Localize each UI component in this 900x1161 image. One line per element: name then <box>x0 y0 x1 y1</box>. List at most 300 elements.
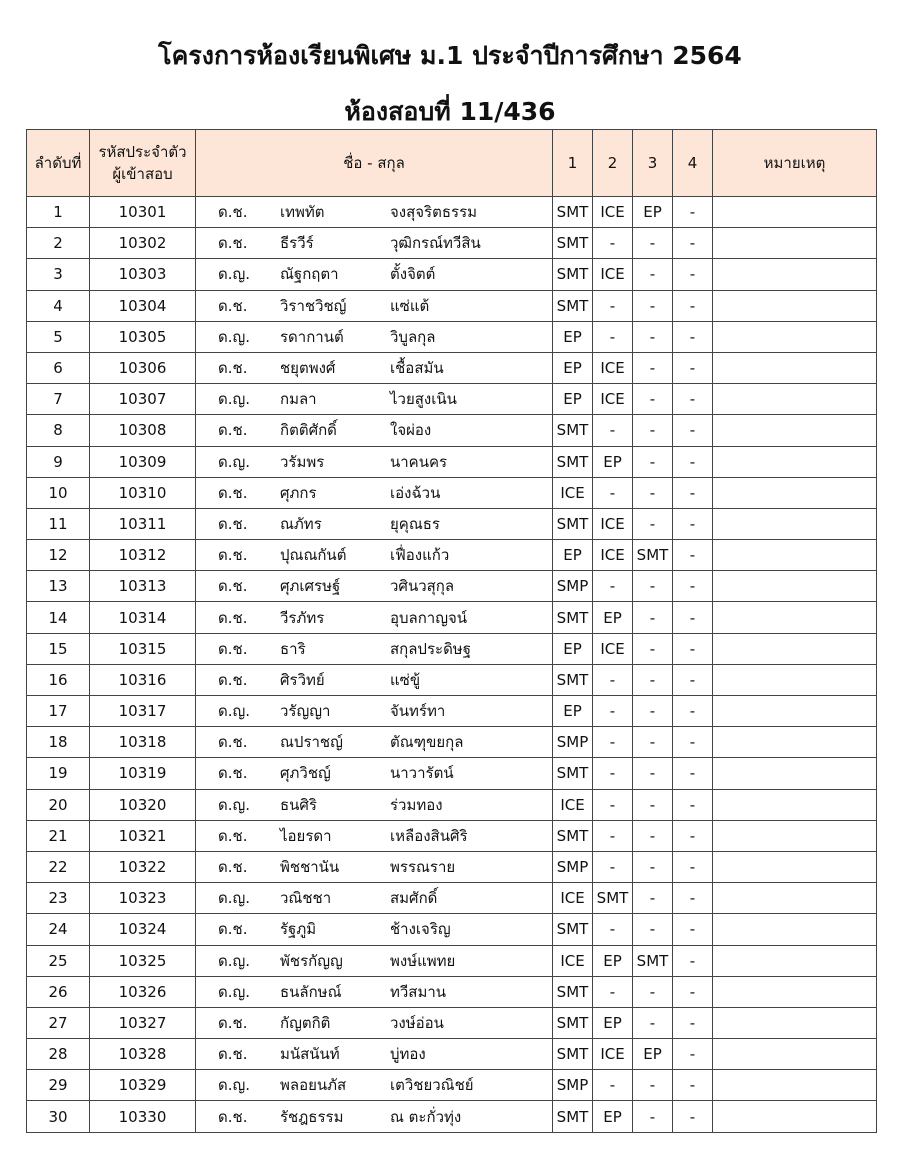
row-choice-4: - <box>673 727 713 758</box>
row-prefix: ด.ช. <box>218 577 248 596</box>
row-choice-3: - <box>633 789 673 820</box>
row-last-name: ไวยสูงเนิน <box>390 390 457 409</box>
row-last-name: วงษ์อ่อน <box>390 1013 444 1032</box>
row-no: 17 <box>27 696 90 727</box>
row-prefix: ด.ช. <box>218 483 248 502</box>
row-code: 10316 <box>90 664 196 695</box>
table-row <box>27 415 877 446</box>
row-note <box>713 758 877 789</box>
row-note <box>713 602 877 633</box>
row-choice-2: ICE <box>593 259 633 290</box>
row-choice-1: EP <box>553 384 593 415</box>
row-note <box>713 446 877 477</box>
row-choice-3: - <box>633 883 673 914</box>
table-row <box>27 820 877 851</box>
row-name <box>196 321 553 352</box>
row-last-name: พงษ์แพทย <box>390 951 456 970</box>
row-first-name: ธนศิริ <box>280 795 317 814</box>
row-name <box>196 914 553 945</box>
row-first-name: ณปราชญ์ <box>280 733 343 752</box>
row-choice-1: SMT <box>553 758 593 789</box>
row-choice-1: SMT <box>553 976 593 1007</box>
row-choice-2: - <box>593 664 633 695</box>
table-row <box>27 727 877 758</box>
row-name <box>196 477 553 508</box>
row-last-name: แซ่ขู้ <box>390 670 421 689</box>
row-last-name: แซ่แต้ <box>390 296 430 315</box>
row-choice-2: ICE <box>593 384 633 415</box>
row-note <box>713 540 877 571</box>
row-note <box>713 851 877 882</box>
row-prefix: ด.ช. <box>218 296 248 315</box>
row-no: 12 <box>27 540 90 571</box>
row-no: 6 <box>27 352 90 383</box>
row-note <box>713 1039 877 1070</box>
row-choice-3: - <box>633 228 673 259</box>
row-first-name: รัชฎธรรม <box>280 1107 344 1126</box>
row-no: 22 <box>27 851 90 882</box>
row-choice-4: - <box>673 290 713 321</box>
row-choice-1: SMT <box>553 1039 593 1070</box>
row-name <box>196 883 553 914</box>
row-choice-3: - <box>633 976 673 1007</box>
row-prefix: ด.ญ. <box>218 265 251 284</box>
row-name <box>196 1039 553 1070</box>
row-last-name: เฟื่องแก้ว <box>390 546 450 565</box>
row-name <box>196 1007 553 1038</box>
row-choice-1: EP <box>553 352 593 383</box>
row-choice-1: SMT <box>553 820 593 851</box>
row-prefix: ด.ช. <box>218 608 248 627</box>
row-choice-1: SMT <box>553 914 593 945</box>
row-no: 15 <box>27 633 90 664</box>
row-name <box>196 851 553 882</box>
row-choice-4: - <box>673 976 713 1007</box>
row-last-name: นาวารัตน์ <box>390 764 454 783</box>
row-code: 10314 <box>90 602 196 633</box>
row-note <box>713 696 877 727</box>
row-prefix: ด.ญ. <box>218 327 251 346</box>
row-choice-1: SMP <box>553 571 593 602</box>
table-row <box>27 321 877 352</box>
row-choice-4: - <box>673 259 713 290</box>
row-no: 28 <box>27 1039 90 1070</box>
table-header-row <box>27 130 877 197</box>
table-row <box>27 197 877 228</box>
row-code: 10330 <box>90 1101 196 1132</box>
row-first-name: ศุภกร <box>280 483 317 502</box>
row-prefix: ด.ญ. <box>218 982 251 1001</box>
row-last-name: ใจผ่อง <box>390 421 432 440</box>
table-row <box>27 228 877 259</box>
row-choice-4: - <box>673 789 713 820</box>
row-first-name: วีรภัทร <box>280 608 325 627</box>
row-choice-2: SMT <box>593 883 633 914</box>
row-prefix: ด.ญ. <box>218 390 251 409</box>
header-name: ชื่อ - สกุล <box>196 130 553 197</box>
row-code: 10319 <box>90 758 196 789</box>
page-subtitle: ห้องสอบที่ 11/436 <box>344 97 556 126</box>
row-first-name: วรัมพร <box>280 452 325 471</box>
row-code: 10317 <box>90 696 196 727</box>
row-name <box>196 789 553 820</box>
row-name <box>196 664 553 695</box>
row-code: 10312 <box>90 540 196 571</box>
row-note <box>713 633 877 664</box>
table-row <box>27 259 877 290</box>
row-choice-3: EP <box>633 1039 673 1070</box>
row-code: 10308 <box>90 415 196 446</box>
row-last-name: สกุลประดิษฐ <box>390 639 471 658</box>
row-prefix: ด.ช. <box>218 639 248 658</box>
row-choice-2: - <box>593 477 633 508</box>
row-note <box>713 228 877 259</box>
row-code: 10301 <box>90 197 196 228</box>
row-code: 10305 <box>90 321 196 352</box>
row-choice-4: - <box>673 228 713 259</box>
row-code: 10306 <box>90 352 196 383</box>
row-last-name: เตวิชยวณิชย์ <box>390 1076 474 1095</box>
exam-room-table <box>26 129 877 1133</box>
row-prefix: ด.ช. <box>218 234 248 253</box>
row-choice-2: ICE <box>593 197 633 228</box>
row-note <box>713 321 877 352</box>
row-last-name: ณ ตะกั่วทุ่ง <box>390 1107 462 1126</box>
row-code: 10325 <box>90 945 196 976</box>
row-first-name: ศุภวิชญ์ <box>280 764 331 783</box>
row-note <box>713 789 877 820</box>
row-note <box>713 727 877 758</box>
row-no: 30 <box>27 1101 90 1132</box>
row-choice-3: - <box>633 446 673 477</box>
header-choice-1: 1 <box>553 130 593 197</box>
row-choice-4: - <box>673 446 713 477</box>
row-last-name: จงสุจริตธรรม <box>390 203 478 222</box>
row-no: 25 <box>27 945 90 976</box>
table-row <box>27 446 877 477</box>
row-choice-1: EP <box>553 321 593 352</box>
row-first-name: วรัญญา <box>280 702 331 721</box>
row-first-name: กิตติศักดิ์ <box>280 421 337 440</box>
table-row <box>27 477 877 508</box>
row-choice-2: - <box>593 696 633 727</box>
row-no: 20 <box>27 789 90 820</box>
row-last-name: เชื้อสมัน <box>390 359 444 378</box>
row-choice-4: - <box>673 664 713 695</box>
row-first-name: ธนลักษณ์ <box>280 982 342 1001</box>
row-name <box>196 290 553 321</box>
row-no: 5 <box>27 321 90 352</box>
row-note <box>713 1007 877 1038</box>
row-code: 10323 <box>90 883 196 914</box>
row-last-name: ตัณฑุขยกุล <box>390 733 464 752</box>
row-no: 26 <box>27 976 90 1007</box>
row-no: 2 <box>27 228 90 259</box>
row-choice-3: - <box>633 758 673 789</box>
row-last-name: ร่วมทอง <box>390 795 443 814</box>
row-choice-4: - <box>673 883 713 914</box>
table-row <box>27 758 877 789</box>
row-no: 19 <box>27 758 90 789</box>
row-choice-2: ICE <box>593 540 633 571</box>
row-no: 29 <box>27 1070 90 1101</box>
row-last-name: บู่ทอง <box>390 1045 426 1064</box>
row-choice-4: - <box>673 384 713 415</box>
table-row <box>27 1070 877 1101</box>
row-code: 10327 <box>90 1007 196 1038</box>
row-choice-3: - <box>633 384 673 415</box>
row-choice-2: EP <box>593 446 633 477</box>
row-choice-1: SMT <box>553 259 593 290</box>
row-first-name: รดากานต์ <box>280 327 344 346</box>
row-choice-2: - <box>593 727 633 758</box>
row-choice-3: - <box>633 633 673 664</box>
row-prefix: ด.ช. <box>218 1045 248 1064</box>
row-no: 3 <box>27 259 90 290</box>
row-choice-3: - <box>633 727 673 758</box>
row-note <box>713 883 877 914</box>
row-name <box>196 945 553 976</box>
page-title: โครงการห้องเรียนพิเศษ ม.1 ประจำปีการศึกษา 2564 <box>158 41 742 70</box>
row-code: 10326 <box>90 976 196 1007</box>
row-note <box>713 197 877 228</box>
row-first-name: ธีรวีร์ <box>280 234 314 253</box>
row-name <box>196 415 553 446</box>
row-choice-3: - <box>633 321 673 352</box>
row-code: 10328 <box>90 1039 196 1070</box>
row-code: 10329 <box>90 1070 196 1101</box>
row-note <box>713 1101 877 1132</box>
row-choice-1: EP <box>553 696 593 727</box>
row-no: 9 <box>27 446 90 477</box>
table-row <box>27 290 877 321</box>
row-choice-4: - <box>673 851 713 882</box>
row-choice-4: - <box>673 602 713 633</box>
row-choice-1: ICE <box>553 945 593 976</box>
row-choice-4: - <box>673 696 713 727</box>
row-no: 11 <box>27 508 90 539</box>
row-name <box>196 1101 553 1132</box>
row-code: 10311 <box>90 508 196 539</box>
row-no: 7 <box>27 384 90 415</box>
row-choice-2: EP <box>593 602 633 633</box>
row-choice-1: SMP <box>553 1070 593 1101</box>
row-choice-1: ICE <box>553 789 593 820</box>
row-choice-2: - <box>593 851 633 882</box>
row-choice-4: - <box>673 508 713 539</box>
row-code: 10315 <box>90 633 196 664</box>
table-row <box>27 540 877 571</box>
row-choice-2: EP <box>593 1101 633 1132</box>
row-choice-3: - <box>633 820 673 851</box>
row-code: 10324 <box>90 914 196 945</box>
row-first-name: ไอยรดา <box>280 826 332 845</box>
row-no: 23 <box>27 883 90 914</box>
row-choice-2: - <box>593 789 633 820</box>
row-choice-4: - <box>673 477 713 508</box>
table-row <box>27 883 877 914</box>
header-code-line1: รหัสประจำตัว <box>98 143 187 161</box>
row-name <box>196 384 553 415</box>
row-prefix: ด.ช. <box>218 920 248 939</box>
row-choice-3: - <box>633 664 673 695</box>
row-first-name: เทพทัต <box>280 203 325 222</box>
row-choice-3: - <box>633 477 673 508</box>
row-first-name: รัฐภูมิ <box>280 920 317 939</box>
row-no: 24 <box>27 914 90 945</box>
row-prefix: ด.ช. <box>218 1013 248 1032</box>
row-last-name: พรรณราย <box>390 858 456 877</box>
table-row <box>27 851 877 882</box>
row-choice-3: - <box>633 851 673 882</box>
row-choice-2: - <box>593 290 633 321</box>
row-first-name: พลอยนภัส <box>280 1076 347 1095</box>
row-choice-3: - <box>633 571 673 602</box>
row-first-name: มนัสนันท์ <box>280 1045 340 1064</box>
row-choice-2: ICE <box>593 1039 633 1070</box>
row-last-name: วุฒิกรณ์ทวีสิน <box>390 234 481 253</box>
row-last-name: จันทร์ทา <box>390 702 446 721</box>
row-note <box>713 820 877 851</box>
row-choice-4: - <box>673 1039 713 1070</box>
row-name <box>196 1070 553 1101</box>
row-choice-1: EP <box>553 540 593 571</box>
row-code: 10321 <box>90 820 196 851</box>
row-choice-1: SMT <box>553 602 593 633</box>
row-name <box>196 758 553 789</box>
row-first-name: พิชชานัน <box>280 858 340 877</box>
row-name <box>196 696 553 727</box>
row-name <box>196 820 553 851</box>
table-row <box>27 914 877 945</box>
row-prefix: ด.ญ. <box>218 889 251 908</box>
row-choice-1: SMT <box>553 290 593 321</box>
row-first-name: วณิชชา <box>280 889 332 908</box>
row-choice-1: SMT <box>553 664 593 695</box>
row-choice-3: - <box>633 1070 673 1101</box>
table-row <box>27 508 877 539</box>
table-row <box>27 945 877 976</box>
row-choice-3: - <box>633 508 673 539</box>
row-first-name: กมลา <box>280 390 317 409</box>
table-row <box>27 789 877 820</box>
row-first-name: ปุณณกันต์ <box>280 546 347 565</box>
row-code: 10318 <box>90 727 196 758</box>
row-last-name: ยุคุณธร <box>390 514 440 533</box>
row-no: 27 <box>27 1007 90 1038</box>
row-note <box>713 259 877 290</box>
row-name <box>196 446 553 477</box>
row-choice-4: - <box>673 758 713 789</box>
row-prefix: ด.ช. <box>218 514 248 533</box>
row-choice-2: - <box>593 321 633 352</box>
row-choice-2: ICE <box>593 352 633 383</box>
row-choice-4: - <box>673 197 713 228</box>
row-last-name: วิบูลกุล <box>390 327 436 346</box>
row-choice-2: ICE <box>593 633 633 664</box>
table-row <box>27 384 877 415</box>
row-last-name: ตั้งจิตต์ <box>390 265 436 284</box>
row-last-name: ช้างเจริญ <box>390 920 451 939</box>
row-choice-2: - <box>593 571 633 602</box>
row-note <box>713 976 877 1007</box>
row-name <box>196 633 553 664</box>
table-row <box>27 1039 877 1070</box>
row-prefix: ด.ช. <box>218 764 248 783</box>
row-choice-1: SMP <box>553 727 593 758</box>
header-code-line2: ผู้เข้าสอบ <box>112 165 173 183</box>
row-code: 10302 <box>90 228 196 259</box>
row-choice-1: SMP <box>553 851 593 882</box>
table-row <box>27 696 877 727</box>
row-last-name: อุบลกาญจน์ <box>390 608 468 627</box>
table-row <box>27 571 877 602</box>
row-choice-4: - <box>673 1101 713 1132</box>
row-choice-1: SMT <box>553 1007 593 1038</box>
row-choice-2: EP <box>593 1007 633 1038</box>
row-choice-2: - <box>593 914 633 945</box>
row-no: 4 <box>27 290 90 321</box>
row-no: 13 <box>27 571 90 602</box>
row-note <box>713 914 877 945</box>
row-choice-3: - <box>633 415 673 446</box>
header-choice-2: 2 <box>593 130 633 197</box>
header-choice-3: 3 <box>633 130 673 197</box>
row-note <box>713 477 877 508</box>
row-choice-2: - <box>593 976 633 1007</box>
row-no: 1 <box>27 197 90 228</box>
row-name <box>196 228 553 259</box>
header-note: หมายเหตุ <box>713 130 877 197</box>
row-prefix: ด.ญ. <box>218 1076 251 1095</box>
row-choice-4: - <box>673 540 713 571</box>
row-first-name: ณภัทร <box>280 514 322 533</box>
row-choice-3: SMT <box>633 540 673 571</box>
table-row <box>27 633 877 664</box>
row-prefix: ด.ช. <box>218 421 248 440</box>
row-choice-2: ICE <box>593 508 633 539</box>
row-choice-2: - <box>593 1070 633 1101</box>
row-name <box>196 352 553 383</box>
table-row <box>27 1007 877 1038</box>
header-choice-4: 4 <box>673 130 713 197</box>
table-row <box>27 976 877 1007</box>
row-choice-4: - <box>673 571 713 602</box>
row-choice-4: - <box>673 352 713 383</box>
row-name <box>196 571 553 602</box>
row-choice-2: - <box>593 820 633 851</box>
row-choice-4: - <box>673 820 713 851</box>
row-choice-1: SMT <box>553 197 593 228</box>
row-choice-4: - <box>673 914 713 945</box>
row-note <box>713 664 877 695</box>
table-row <box>27 664 877 695</box>
row-prefix: ด.ญ. <box>218 452 251 471</box>
row-prefix: ด.ช. <box>218 203 248 222</box>
row-prefix: ด.ช. <box>218 670 248 689</box>
row-choice-1: SMT <box>553 228 593 259</box>
row-first-name: ศุภเศรษฐ์ <box>280 577 341 596</box>
row-choice-4: - <box>673 321 713 352</box>
row-choice-4: - <box>673 1070 713 1101</box>
row-no: 8 <box>27 415 90 446</box>
row-prefix: ด.ญ. <box>218 951 251 970</box>
row-prefix: ด.ช. <box>218 1107 248 1126</box>
row-first-name: กัญตกิติ <box>280 1013 331 1032</box>
row-last-name: วศินวสุกุล <box>390 577 455 596</box>
row-choice-1: SMT <box>553 415 593 446</box>
row-choice-3: EP <box>633 197 673 228</box>
